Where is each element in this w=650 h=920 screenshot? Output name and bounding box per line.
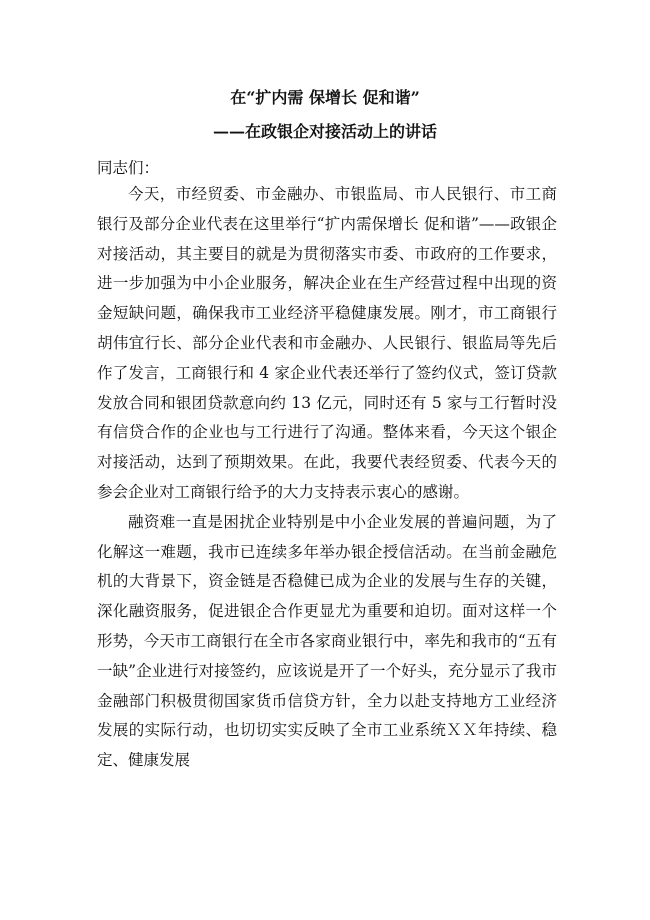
document-title: 在“扩内需 保增长 促和谐” bbox=[230, 88, 420, 107]
paragraph-1: 今天，市经贸委、市金融办、市银监局、市人民银行、市工商银行及部分企业代表在这里举行“扩内需保增长 促和谐”——政银企对接活动，其主要目的就是为贯彻落实市委、市政府的工作要求，进一步加强为中小企业服务，解决企业在生产经营过程中出现的资金短缺问题，确保我市工业经济平稳健康发展。刚才，市工商银行胡伟宜行长、部分企业代表和市金融办、人民银行、银监局等先后作了发言，工商银行和 4 家企业代表还举行了签约仪式，签订贷款发放合同和银团贷款意向约 13 亿元，同时还有 5 家与工行暂时没有信贷合作的企业也与工行进行了沟通。整体来看，今天这个银企对接活动，达到了预期效果。在此，我要代表经贸委、代表今天的参会企业对工商银行给予的大力支持表示衷心的感谢。 bbox=[97, 185, 557, 501]
document-subtitle: ——在政银企对接活动上的讲话 bbox=[212, 122, 437, 141]
paragraph-2: 融资难一直是困扰企业特别是中小企业发展的普遍问题，为了化解这一难题，我市已连续多年举办银企授信活动。在当前金融危机的大背景下，资金链是否稳健已成为企业的发展与生存的关键，深化融资服务，促进银企合作更显尤为重要和迫切。面对这样一个形势，今天市工商银行在全市各家商业银行中，率先和我市的“五有一缺”企业进行对接签约，应该说是开了一个好头，充分显示了我市金融部门积极贯彻国家货币信贷方针，全力以赴支持地方工业经济发展的实际行动，也切切实实反映了全市工业系统ＸＸ年持续、稳定、健康发展 bbox=[97, 512, 557, 770]
body-paragraphs bbox=[97, 180, 557, 776]
salutation: 同志们： bbox=[97, 159, 160, 177]
